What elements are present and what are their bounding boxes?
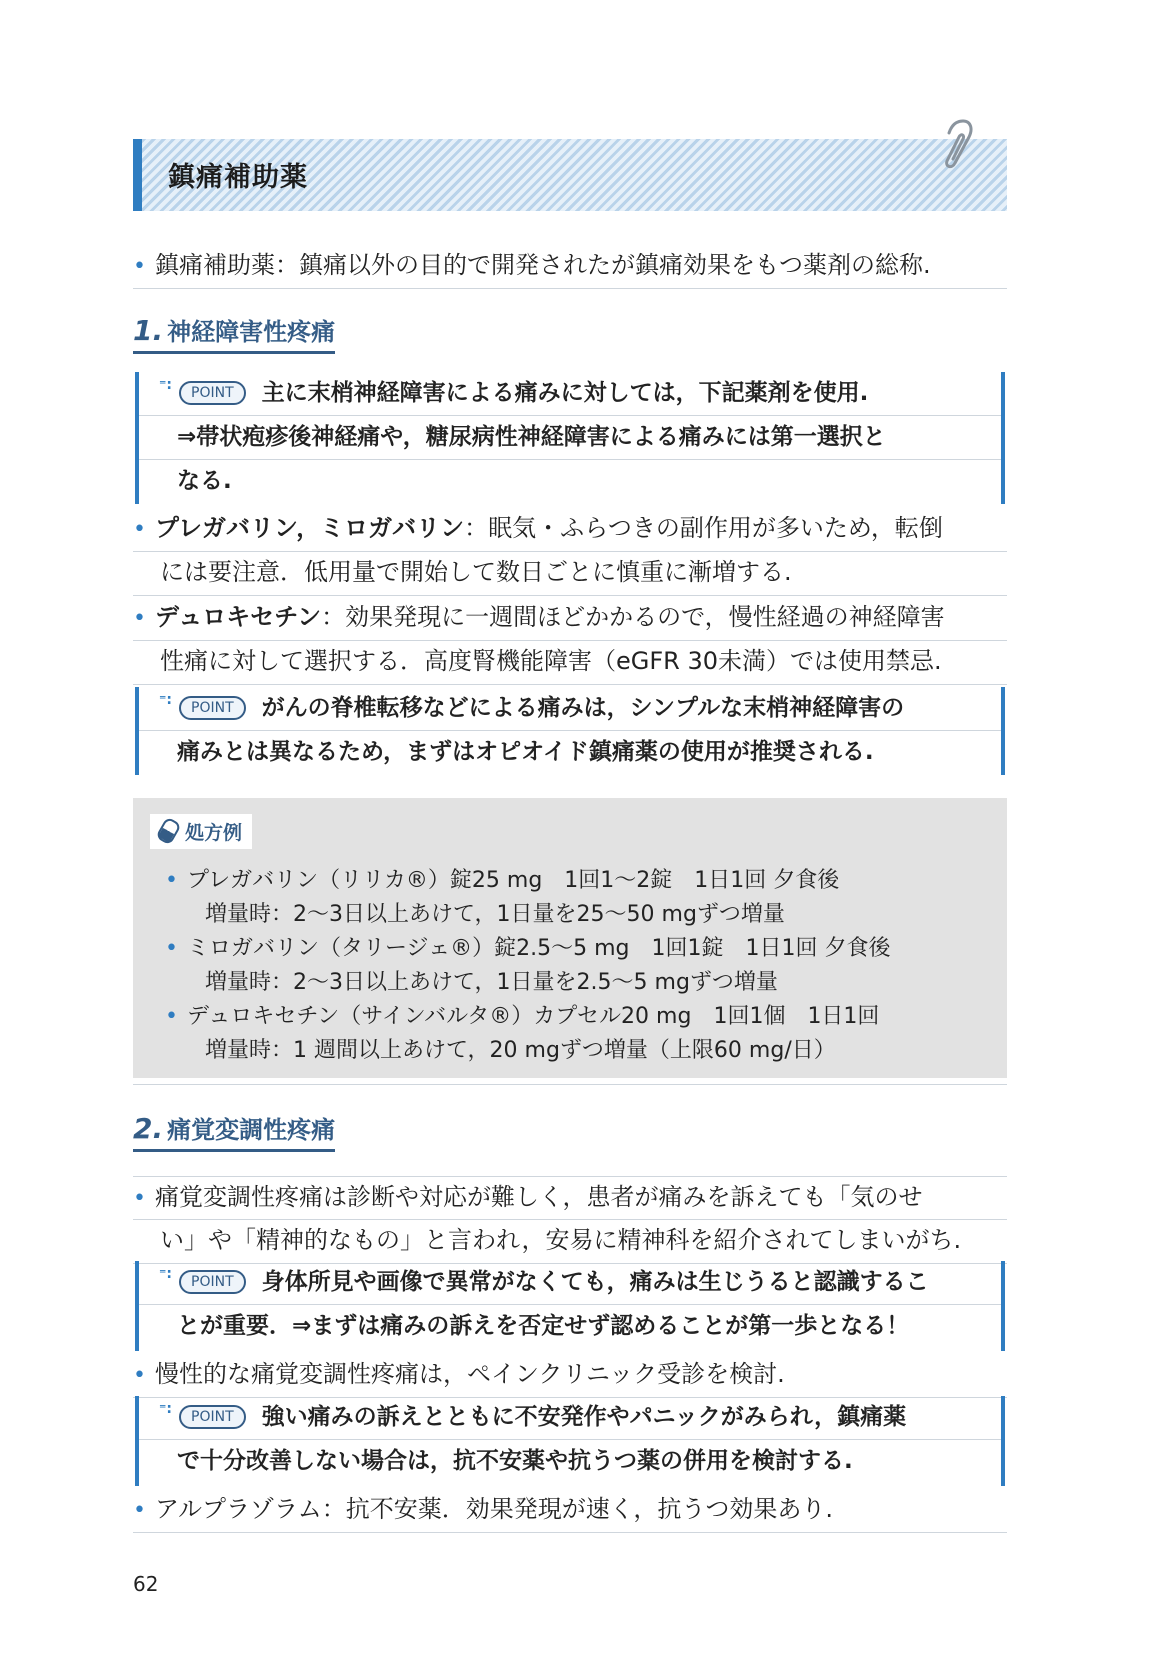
pill-icon xyxy=(155,816,182,845)
prescription-box xyxy=(133,798,1007,1078)
list-item: • アルプラゾラム：抗不安薬．効果発現が速く，抗うつ効果あり. xyxy=(133,1489,1007,1533)
bullet-icon: • xyxy=(133,1498,146,1523)
point-box: ⁼: POINT 強い痛みの訴えとともに不安発作やパニックがみられ，鎮痛薬 で十分改善しない場合は，抗不安薬や抗うつ薬の併用を検討する. xyxy=(135,1396,1005,1486)
intro-line: • 鎮痛補助薬：鎮痛以外の目的で開発されたが鎮痛効果をもつ薬剤の総称. xyxy=(133,245,1007,289)
list-item-continuation: い」や「精神的なもの」と言われ，安易に精神科を紹介されてしまいがち. xyxy=(133,1220,1007,1264)
page-number: 62 xyxy=(133,1572,159,1596)
prescription-line: • デュロキセチン（サインバルタ®）カプセル20 mg 1回1個 1日1回 xyxy=(165,1004,880,1029)
prescription-subline: 増量時：2～3日以上あけて，1日量を25～50 mgずつ増量 xyxy=(205,902,785,927)
page-title: 鎮痛補助薬 xyxy=(168,162,308,193)
prescription-line: • プレガバリン（リリカ®）錠25 mg 1回1～2錠 1日1回 夕食後 xyxy=(165,868,840,893)
section-heading-2: 2. 痛覚変調性疼痛 xyxy=(133,1110,335,1152)
list-item: • 痛覚変調性疼痛は診断や対応が難しく，患者が痛みを訴えても「気のせ xyxy=(133,1176,1007,1220)
spark-icon: ⁼: xyxy=(159,1401,172,1417)
spark-icon: ⁼: xyxy=(159,692,172,708)
list-item: • プレガバリン，ミロガバリン：眠気・ふらつきの副作用が多いため，転倒 xyxy=(133,508,1007,552)
bullet-icon: • xyxy=(133,254,146,279)
section-heading-1: 1. 神経障害性疼痛 xyxy=(133,312,335,354)
spark-icon: ⁼: xyxy=(159,377,172,393)
prescription-subline: 増量時：1 週間以上あけて，20 mgずつ増量（上限60 mg/日） xyxy=(205,1038,836,1063)
point-badge: POINT xyxy=(179,381,246,405)
spark-icon: ⁼: xyxy=(159,1266,172,1282)
list-item-continuation: 性痛に対して選択する．高度腎機能障害（eGFR 30未満）では使用禁忌. xyxy=(133,641,1007,685)
point-badge: POINT xyxy=(179,696,246,720)
point-badge: POINT xyxy=(179,1405,246,1429)
prescription-line: • ミロガバリン（タリージェ®）錠2.5～5 mg 1回1錠 1日1回 夕食後 xyxy=(165,936,891,961)
prescription-subline: 増量時：2～3日以上あけて，1日量を2.5～5 mgずつ増量 xyxy=(205,970,778,995)
point-box: ⁼: POINT がんの脊椎転移などによる痛みは，シンプルな末梢神経障害の 痛みとは異なるため，まずはオピオイド鎮痛薬の使用が推奨される. xyxy=(135,687,1005,775)
list-item: • デュロキセチン：効果発現に一週間ほどかかるので，慢性経過の神経障害 xyxy=(133,597,1007,641)
bullet-icon: • xyxy=(133,1186,146,1211)
paperclip-icon xyxy=(941,117,977,175)
bullet-icon: • xyxy=(133,606,146,631)
prescription-label: 処方例 xyxy=(150,814,252,849)
list-item: • 慢性的な痛覚変調性疼痛は，ペインクリニック受診を検討. xyxy=(133,1354,1007,1398)
point-box: ⁼: POINT 身体所見や画像で異常がなくても，痛みは生じうると認識するこ とが重要．⇒まずは痛みの訴えを否定せず認めることが第一歩となる！ xyxy=(135,1261,1005,1351)
bullet-icon: • xyxy=(133,517,146,542)
section-title-bar xyxy=(133,139,1007,211)
point-badge: POINT xyxy=(179,1270,246,1294)
list-item-continuation: には要注意．低用量で開始して数日ごとに慎重に漸増する. xyxy=(133,552,1007,596)
point-box: ⁼: POINT 主に末梢神経障害による痛みに対しては，下記薬剤を使用. ⇒帯状疱疹後神経痛や，糖尿病性神経障害による痛みには第一選択と なる. xyxy=(135,372,1005,504)
bullet-icon: • xyxy=(133,1363,146,1388)
divider xyxy=(133,1084,1007,1085)
